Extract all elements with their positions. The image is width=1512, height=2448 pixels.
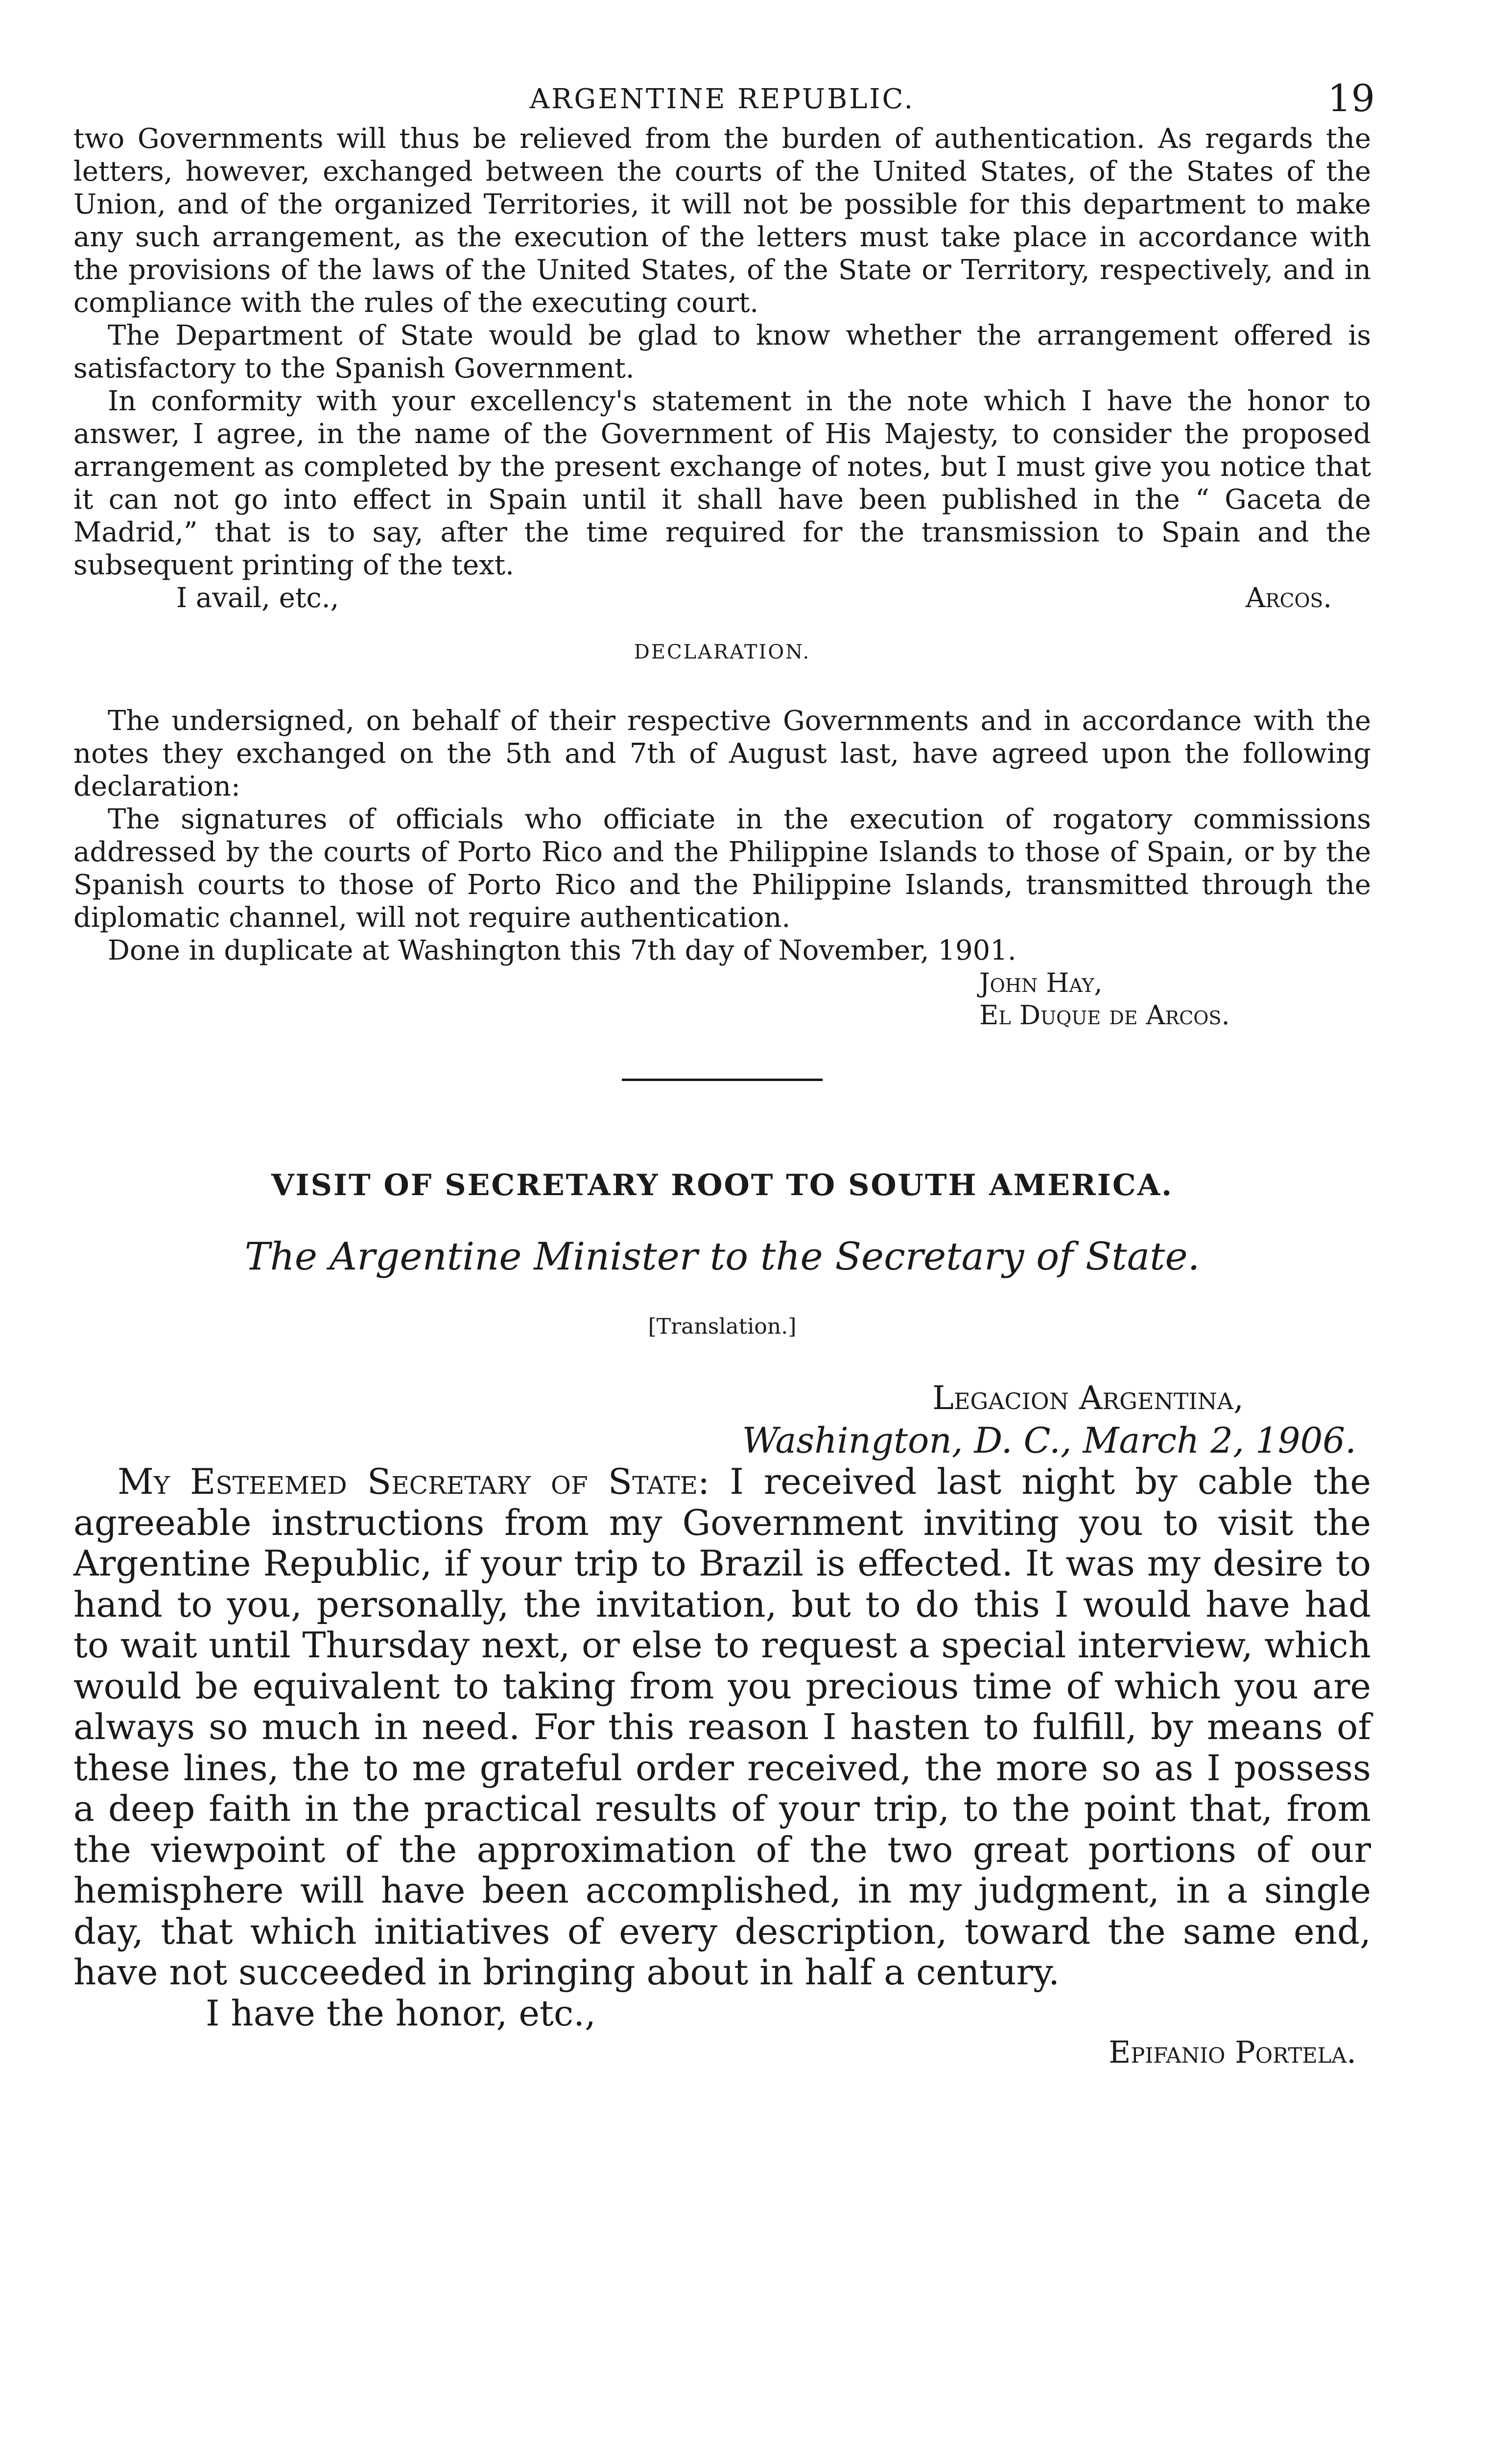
letter-date: Washington, D. C., March 2, 1906.	[742, 1420, 1356, 1461]
letter-body-text: : I received last night by cable the agreeable instructions from my Government inviting you to visit the Argentine Republic, if your trip to Brazil is effected. It was my desire to hand to you, personally, the invitation, but to do this I would have had to wait until Thursday next, or else to request a special interview, which would be equivalent to taking from you precious time of which you are always so much in need. For this reason I hasten to fulfill, by means of these lines, the to me grateful order received, the more so as I possess a deep faith in the practical results of your trip, to the point that, from the viewpoint of the approximation of the two great portions of our hemisphere will have been accomplished, in my judgment, in a single day, that which initiatives of every description, toward the same end, have not succeeded in bringing about in half a century.	[73, 1461, 1371, 1993]
letter-paragraph	[73, 1461, 1371, 1993]
declaration-paragraph: The signatures of officials who officiate in the execution of rogatory commissions addressed by the courts of Porto Rico and the Philippine Islands to those of Spain, or by the Spanish courts to those of Porto Rico and the Philippine Islands, transmitted through the diplomatic channel, will not require authentication.	[73, 803, 1371, 934]
prior-note-closing-line	[73, 582, 1371, 614]
declaration-done-line: Done in duplicate at Washington this 7th day of November, 1901.	[108, 935, 1016, 966]
document-page	[73, 69, 1375, 2071]
running-title: ARGENTINE REPUBLIC.	[529, 83, 915, 115]
letter-dateline	[73, 1377, 1371, 1461]
letter-place: Legacion Argentina,	[932, 1379, 1244, 1417]
prior-note-paragraph: In conformity with your excellency's statement in the note which I have the honor to answer, I agree, in the name of the Government of His Majesty, to consider the proposed arrangement as completed by the present exchange of notes, but I must give you notice that it can not go into effect in Spain until it shall have been published in the “ Gaceta de Madrid,” that is to say, after the time required for the transmission to Spain and the subsequent printing of the text.	[73, 385, 1371, 581]
translation-note: [Translation.]	[648, 1314, 797, 1339]
declaration-paragraph: The undersigned, on behalf of their respective Governments and in accordance with the notes they exchanged on the 5th and 7th of August last, have agreed upon the following declaration:	[73, 705, 1371, 802]
letter-closing: I have the honor, etc.,	[206, 1992, 596, 2034]
prior-note-signature: Arcos.	[1245, 582, 1332, 614]
declaration-signatories	[73, 967, 1371, 1032]
signatory-duque-de-arcos: El Duque de Arcos.	[979, 1000, 1230, 1031]
declaration-section	[73, 705, 1371, 934]
page-number: 19	[1327, 76, 1375, 120]
letter-signature: Epifanio Portela.	[1109, 2034, 1356, 2070]
prior-note-paragraph: two Governments will thus be relieved from the burden of authentication. As regards the letters, however, exchanged between the courts of the United States, of the States of the Union, and of the organized Territories, it will not be possible for this department to make any such arrangement, as the execution of the letters must take place in accordance with the provisions of the laws of the United States, of the State or Territory, respectively, and in compliance with the rules of the executing court.	[73, 123, 1371, 319]
page-header	[73, 69, 1375, 122]
declaration-heading: DECLARATION.	[634, 641, 811, 663]
signatory-john-hay: John Hay,	[979, 967, 1103, 998]
section-title: VISIT OF SECRETARY ROOT TO SOUTH AMERICA.	[271, 1168, 1174, 1202]
prior-note-closing: I avail, etc.,	[176, 582, 339, 614]
prior-note-paragraph: The Department of State would be glad to know whether the arrangement offered is satisfactory to the Spanish Government.	[73, 320, 1371, 384]
section-divider	[622, 1079, 823, 1081]
prior-note-section	[73, 122, 1371, 582]
letter-title: The Argentine Minister to the Secretary of State.	[244, 1235, 1200, 1279]
letter-salutation: My Esteemed Secretary of State	[118, 1461, 698, 1502]
letter-body	[73, 1461, 1371, 1993]
